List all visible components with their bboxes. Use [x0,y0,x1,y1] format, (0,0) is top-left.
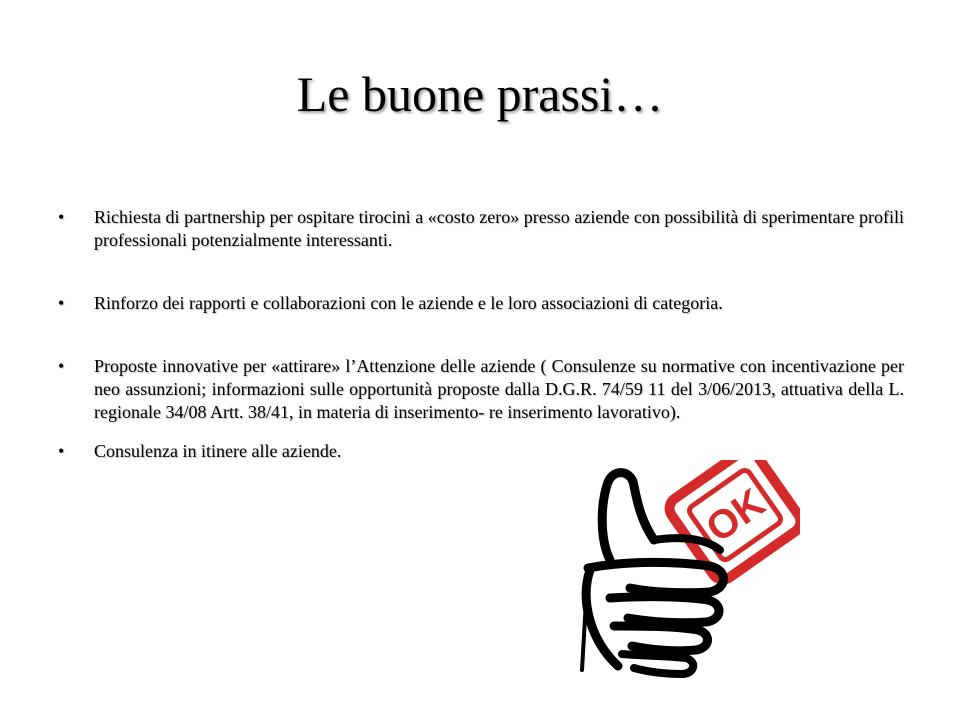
stamp-text: OK [698,480,773,552]
bullet-text: Proposte innovative per «attirare» l’Attenzione delle aziende ( Consulenze su normative con incentivazione per neo assunzioni; informazioni sulle opportunità proposte dalla D.G.R. 74/59 11 del 3/06/2013, attuativa della L. regionale 34/08 Artt. 38/41, in materia di inserimento- re inserimento lavorativo). [94,356,904,422]
bullet-text: Richiesta di partnership per ospitare tirocini a «costo zero» presso aziende con possibilità di sperimentare profili professionali potenzialmente interessanti. [94,207,904,250]
slide-title: Le buone prassi… [296,66,664,122]
thumbs-up-ok-stamp-icon [570,460,800,680]
bullet-text: Rinforzo dei rapporti e collaborazioni con le aziende e le loro associazioni di categoria. [94,293,723,313]
thumbs-up-hand [582,473,724,674]
bullet-dot: • [58,293,65,313]
bullet-dot: • [58,441,65,461]
bullet-item [58,355,904,424]
bullet-item [58,292,904,315]
bullet-dot: • [58,207,65,227]
bullet-text: Consulenza in itinere alle aziende. [94,441,342,461]
bullet-item [58,206,904,252]
bullet-dot: • [58,356,65,376]
bullet-list [58,206,904,463]
